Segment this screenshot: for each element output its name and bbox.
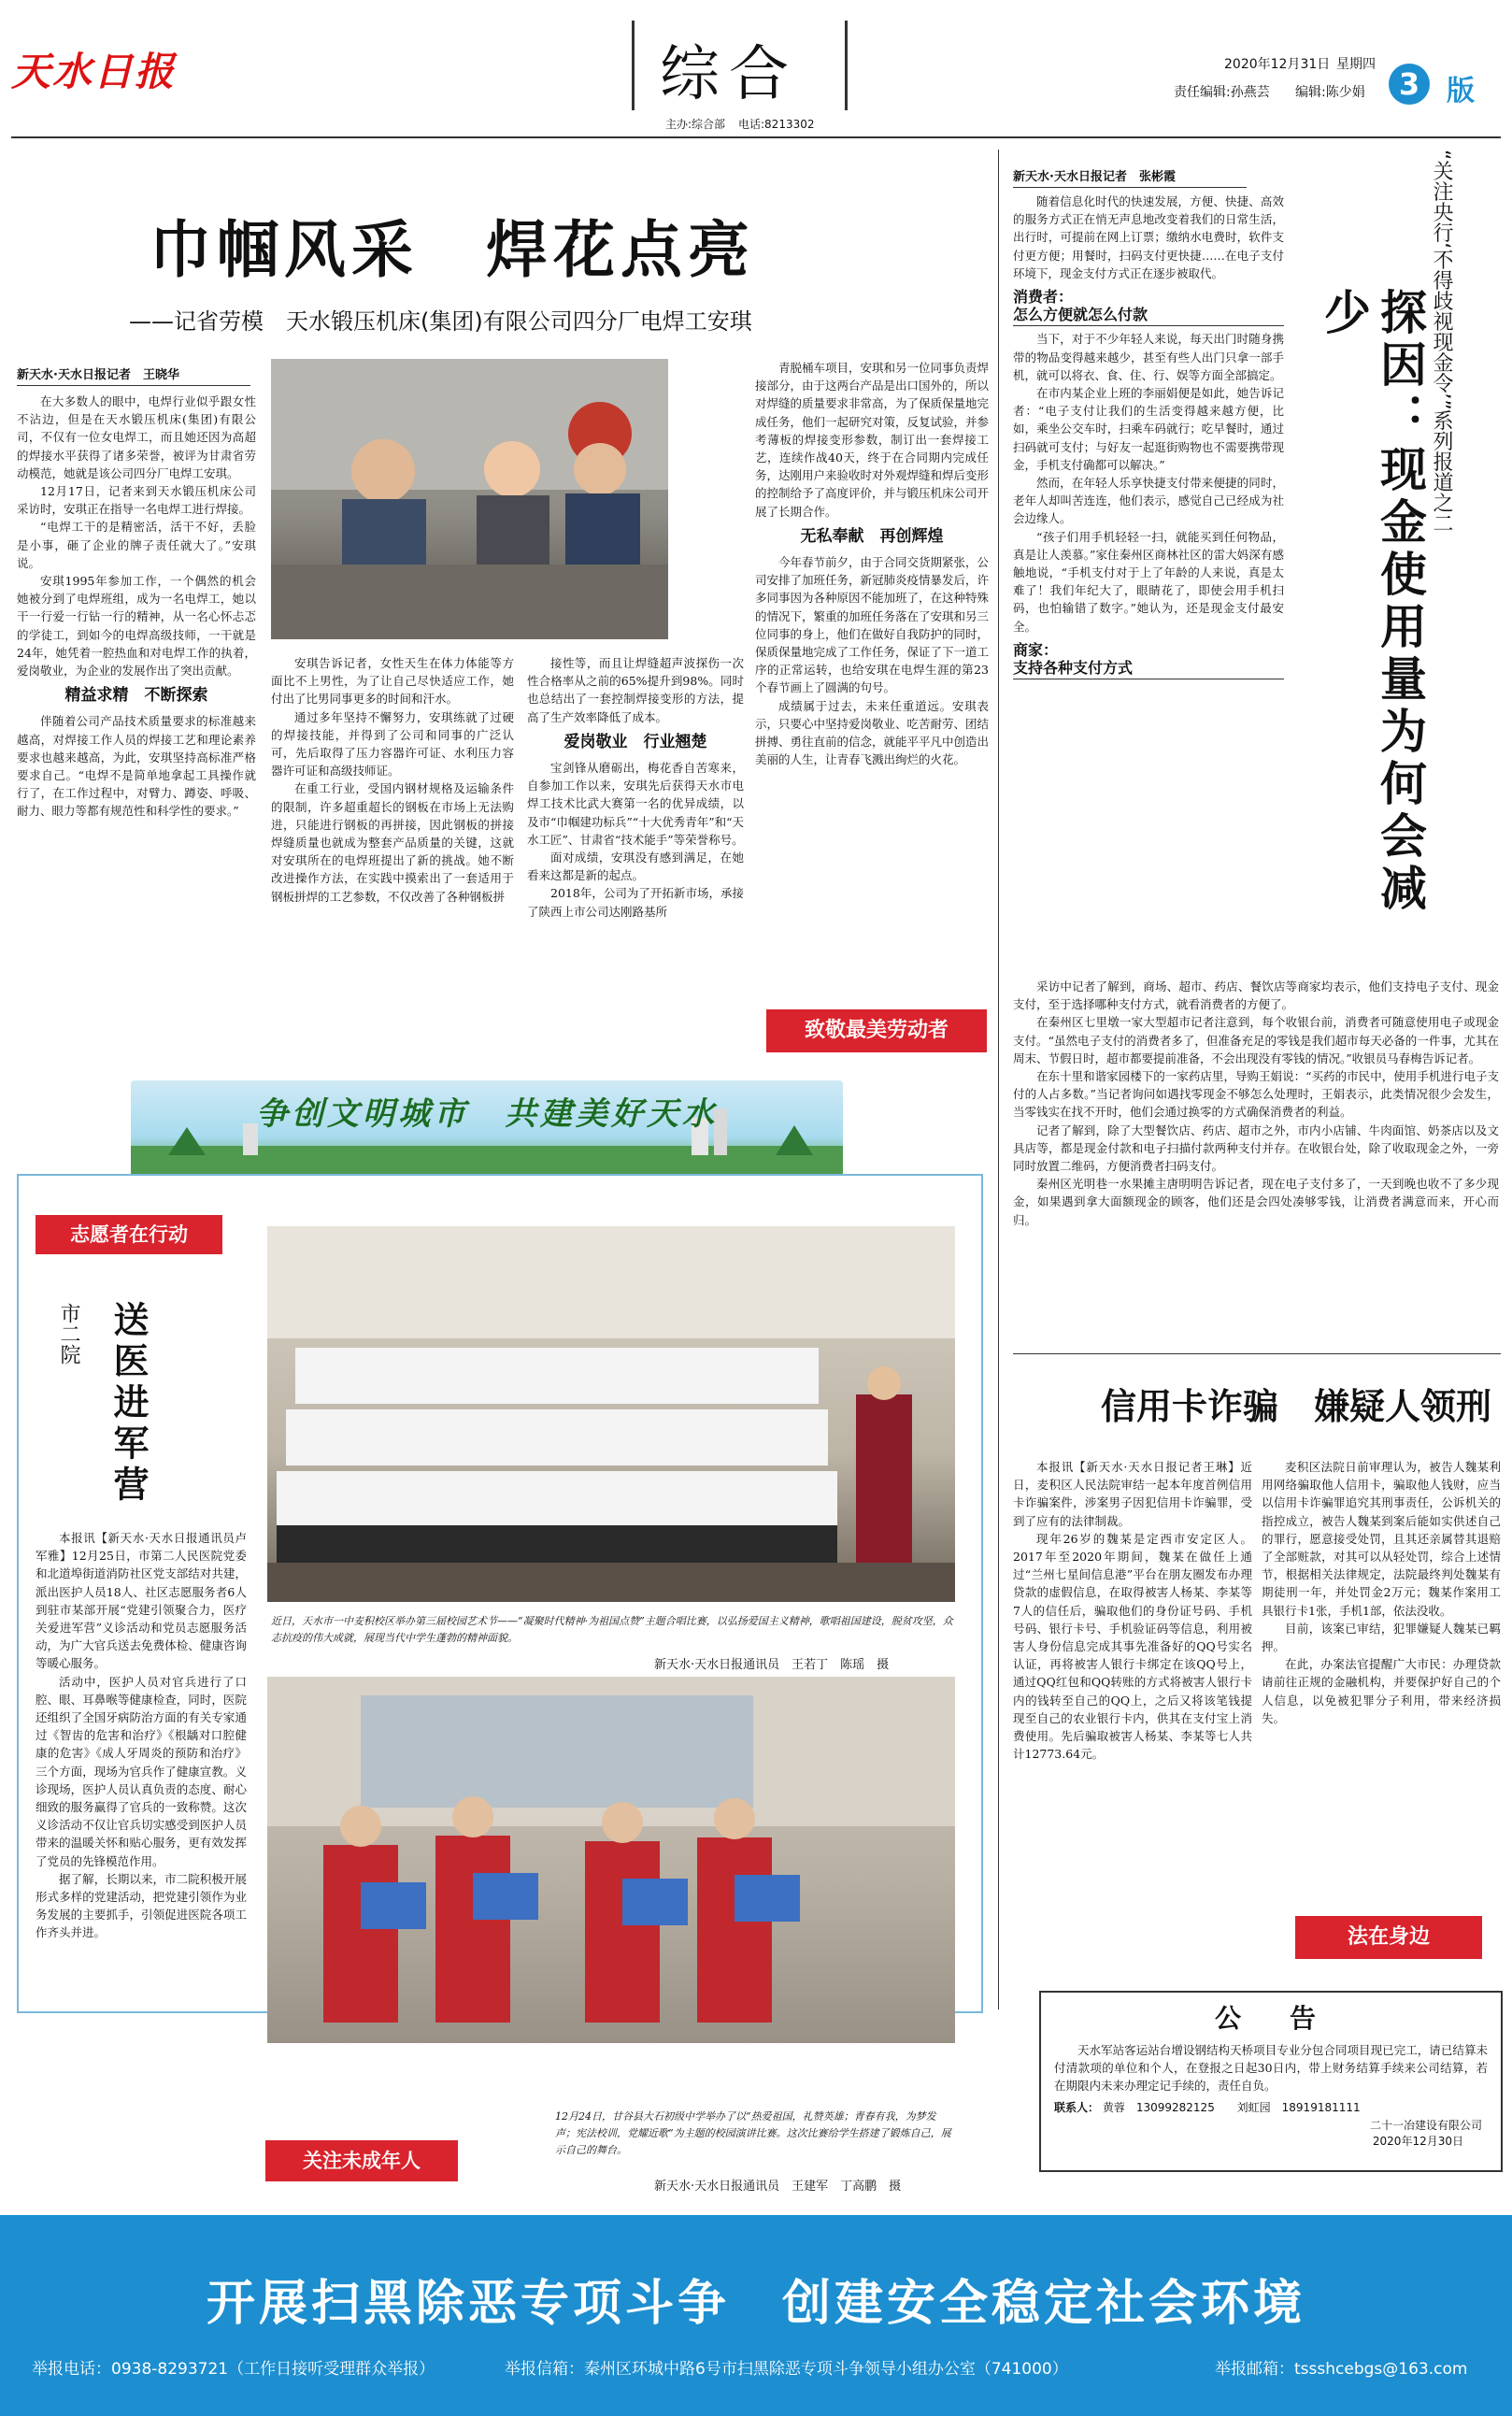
footer-email: 举报邮箱：tssshcebgs@163.com: [1215, 2360, 1468, 2379]
lead-col3-p1: 接性等，而且让焊缝超声波探伤一次性合格率从之前的65%提升到98%。同时也总结出了一套控制焊接变形的方法，提高了生产效率降低了成本。: [527, 656, 744, 724]
cash-subhead-1: [1013, 288, 1284, 326]
choir-illustration: [267, 1226, 955, 1602]
volunteer-title: 送医进军营: [107, 1301, 149, 1507]
weekday: 星期四: [1336, 57, 1376, 72]
lead-subhead-1: 精益求精 不断探索: [64, 686, 208, 706]
footer-letter: 举报信箱：秦州区环城中路6号市扫黑除恶专项斗争领导小组办公室（741000）: [505, 2360, 1068, 2379]
cash-title: 探因：现金使用量为何会减少: [1317, 288, 1427, 916]
fraud-col1-p1: 本报讯【新天水·天水日报记者王琳】近日，麦积区人民法院审结一起本年度首例信用卡诈骗案件，涉案男子因犯信用卡诈骗罪，受到了应有的法律制裁。: [1013, 1460, 1252, 1528]
issue-date: 2020年12月31日: [1224, 57, 1331, 72]
cash-body2-p4: 记者了解到，除了大型餐饮店、药店、超市之外，市内小店铺、牛肉面馆、奶茶店以及文具店等，都是现金付款和电子扫描付款两种支付并存。在收银台处，除了收取现金之外，一旁同时放置二维码，方便消费者扫码支付。: [1013, 1122, 1499, 1174]
fraud-col1: [1013, 1458, 1252, 1991]
notice-contact-2: 刘虹园 18919181111: [1236, 2100, 1361, 2114]
fraud-col1-p2: 现年26岁的魏某是定西市安定区人。2017年至2020年期间，魏某在做任上通过“兰州七星间信息港”平台在朋友圈发布办理贷款的虚假信息，在取得被害人杨某、李某等7人的信任后，骗取他们的身份证号码、手机号码、银行卡号、手机验证码等信息，利用被害人身份信息完成其事先准备好的QQ号实名认证，再将被害人银行卡绑定在该QQ号上，通过QQ红包和QQ转账的方式将被害人银行卡内的钱转至自己的QQ上，之后又将该笔钱提现至自己的农业银行卡内，供其在支付宝上消费使用。先后骗取被害人杨某、李某等七人共计12773.64元。: [1013, 1531, 1252, 1762]
volunteer-tag: 志愿者在行动: [36, 1215, 222, 1254]
cash-subhead-2-b: 支持各种支付方式: [1013, 659, 1284, 679]
fraud-col2-p1: 麦积区法院日前审理认为，被告人魏某利用网络骗取他人信用卡，骗取他人钱财，应当以信用卡诈骗罪追究其刑事责任，公诉机关的指控成立，被告人魏某到案后能如实供述自己的罪行，愿意接受处罚，且其还亲属替其退赔了全部赃款，对其可以从轻处罚，综合上述情节，根据相关法律规定，法院最终判处魏某有期徒刑一年，并处罚金2万元；魏某作案用工具银行卡1张，手机1部，依法没收。: [1262, 1460, 1501, 1618]
masthead-logo: [11, 37, 226, 94]
phone: 电话:8213302: [738, 118, 815, 131]
lead-col1: [17, 393, 256, 819]
notice-body: 天水军站客运站台增设钢结构天桥项目专业分包合同项目现已完工，请已结算未付清款项的单位和个人，在登报之日起30日内，带上财务结算手续来公司结算，若在期限内未来办理定记手续的，责任自负。: [1054, 2043, 1488, 2094]
page-label: 版: [1447, 75, 1475, 107]
section-title: 综合: [660, 40, 798, 109]
welders-illustration: [271, 359, 668, 639]
cash-intro: 随着信息化时代的快速发展，方便、快捷、高效的服务方式正在悄无声息地改变着我们的日常生活，出行时，可提前在网上订票；缴纳水电费时，软件支付更方便；用餐时，扫码支付更快捷……在电子支付环境下，现金支付方式正在逐步被取代。: [1013, 194, 1284, 280]
volunteer-p1: 本报讯【新天水·天水日报通讯员卢军雅】12月25日，市第二人民医院党委和北道埠街道消防社区党支部结对共建，派出医护人员18人、社区志愿服务者6人到驻市某部开展“党建引领聚合力，医疗关爱进军营”义诊活动和党员志愿服务活动，为广大官兵送去免费体检、健康咨询等暖心服务。: [36, 1531, 247, 1671]
notice-contact: [1054, 2099, 1488, 2115]
footer-phone: 举报电话：0938-8293721（工作日接听受理群众举报）: [32, 2360, 435, 2379]
notice-title: 公 告: [1214, 2003, 1327, 2034]
lead-col3b-p2: 面对成绩，安琪没有感到满足，在她看来这都是新的起点。: [527, 851, 744, 883]
cash-body2-p2: 在秦州区七里墩一家大型超市记者注意到，每个收银台前，消费者可随意使用电子或现金支付。“虽然电子支付的消费者多了，但准备充足的零钱是我们超市每天必备的一件事，尤其在周末、节假日时，超市都要提前准备，不会出现没有零钱的情况。”收银员马春梅告诉记者。: [1013, 1015, 1499, 1065]
cash-subhead-2: [1013, 641, 1284, 679]
lead-col3b-p1: 宝剑锋从磨砺出，梅花香自苦寒来，自参加工作以来，安琪先后获得天水市电焊工技术比武大赛第一名的优异成绩，以及市“巾帼建功标兵”“十大优秀青年”和“天水工匠”、甘肃省“技术能手”等荣誉称号。: [527, 761, 744, 847]
lead-tag: 致敬最美劳动者: [766, 1009, 987, 1052]
cash-body2-p5: 秦州区光明巷一水果摊主唐明明告诉记者，现在电子支付多了，一天到晚也收不了多少现金，如果遇到拿大面额现金的顾客，他们还是会四处凑够零钱，让消费者满意而来，开心而归。: [1013, 1177, 1499, 1227]
lead-col1-p3: “电焊工干的是精密活，活干不好，丢脸是小事，砸了企业的牌子责任就大了。”安琪说。: [17, 520, 256, 570]
cash-body1-p4: “孩子们用手机轻轻一扫，就能买到任何物品，真是让人羡慕。”家住秦州区商林社区的雷大妈深有感触地说，“手机支付对于上了年龄的人来说，真是太难了！我们年纪大了，眼睛花了，即使会用手机扫码，也怕输错了数字。”她认为，还是现金支付最安全。: [1013, 529, 1284, 634]
volunteer-p3: 据了解，长期以来，市二院积极开展形式多样的党建活动，把党建引领作为业务发展的主要抓手，引领促进医院各项工作齐头并进。: [36, 1871, 247, 1940]
lead-byline: 新天水·天水日报记者 王晓华: [17, 365, 250, 386]
lead-col1-p2: 12月17日，记者来到天水锻压机床公司采访时，安琪正在指导一名电焊工进行焊接。: [17, 484, 256, 517]
masthead-bottom-rule: [11, 136, 1501, 138]
lead-col2-p3: 在重工行业，受国内钢材规格及运输条件的限制，许多超重超长的钢板在市场上无法购进，只能进行钢板的再拼接，因此钢板的拼接焊缝质量也就成为整套产品质量的关键，这就对安琪所在的电焊班提出了新的挑战。她不断改进操作方法，在实践中摸索出了一套适用于钢板拼焊的工艺参数，不仅改善了各种钢板拼: [271, 781, 514, 904]
volunteer-p2: 活动中，医护人员对官兵进行了口腔、眼、耳鼻喉等健康检查，同时，医院还组织了全国牙病防治方面的有关专家通过《智齿的危害和治疗》《根龋对口腔健康的危害》《成人牙周炎的预防和治疗》三个方面，现场为官兵作了健康宣教。义诊现场，医护人员认真负责的态度、耐心细致的服务赢得了官兵的一致称赞。这次义诊活动不仅让官兵切实感受到医护人员带来的温暖关怀和贴心服务，更有效发挥了党员的先锋模范作用。: [36, 1674, 247, 1868]
lead-subtitle: ——记省劳模 天水锻压机床(集团)有限公司四分厂电焊工安琪: [129, 308, 752, 335]
lead-col3: [527, 654, 744, 1056]
lead-col2: [271, 654, 514, 1056]
cash-body1-p3: 然而，在年轻人乐享快捷支付带来便捷的同时，老年人却叫苦连连，他们表示，感觉自己已经成为社会边缘人。: [1013, 476, 1284, 526]
cash-byline: 新天水·天水日报记者 张彬霞: [1013, 166, 1247, 188]
volunteer-body: [36, 1529, 247, 1996]
lead-col1-p1: 在大多数人的眼中，电焊行业似乎跟女性不沾边，但是在天水锻压机床(集团)有限公司，不仅有一位女电焊工，而且她还因为高超的焊接水平获得了诸多荣誉，被评为甘肃省劳动模范，她就是该公司四分厂电焊工安琪。: [17, 394, 256, 480]
photo2-caption: 12月24日，甘谷县大石初级中学举办了以“热爱祖国，礼赞英雄；青春有我，为梦发声；宪法校训，党耀近歌”为主题的校园演讲比赛。这次比赛给学生搭建了锻炼自己，展示自己的舞台。: [555, 2110, 951, 2156]
fraud-col2: [1262, 1458, 1501, 1907]
lead-col1-continued: [17, 804, 256, 1056]
fraud-col2-p2: 目前，该案已审结，犯罪嫌疑人魏某已羁押。: [1262, 1621, 1501, 1654]
fraud-tag: 法在身边: [1295, 1916, 1482, 1959]
speech-illustration: [267, 1677, 955, 2043]
lead-subhead-2: 爱岗敬业 行业翘楚: [563, 732, 707, 751]
fraud-col2-p3: 在此，办案法官提醒广大市民：办理贷款请前往正规的金融机构，并要保护好自己的个人信息，以免被犯罪分子利用，带来经济损失。: [1262, 1657, 1501, 1725]
cash-subhead-1-b: 怎么方便就怎么付款: [1013, 306, 1284, 326]
notice-contact-label: 联系人：: [1054, 2100, 1100, 2114]
cash-body2-p3: 在东十里和谐家园楼下的一家药店里，导购王娟说：“买药的市民中，使用手机进行电子支付的人占多数。”当记者询问如遇找零现金不够怎么处理时，王娟表示，此类情况很少会发生，当零钱实在找不开时，他们会通过换零的方式确保消费者的利益。: [1013, 1069, 1499, 1120]
cash-subhead-2-a: 商家：: [1013, 640, 1059, 659]
notice-contact-1: 黄蓉 13099282125: [1102, 2100, 1215, 2114]
page-number: 3: [1398, 66, 1420, 102]
fraud-title: 信用卡诈骗 嫌疑人领刑: [1101, 1386, 1492, 1427]
notice-box: [1039, 1991, 1503, 2172]
lead-col1b-p1: 伴随着公司产品技术质量要求的标准越来越高，对焊接工作人员的焊接工艺和理论素养要求也越来越高，为此，安琪坚持高标准严格要求自己。“电焊不是简单地拿起工具操作就行了，在工作过程中，对臂力、蹲姿、呼吸、耐力、眼力等都有规范性和科学性的要求。”: [17, 714, 256, 819]
cash-subhead-1-a: 消费者：: [1013, 288, 1074, 307]
photo2-tag: 关注未成年人: [265, 2140, 458, 2181]
cash-body1-p2: 在市内某企业上班的李丽娟便是如此，她告诉记者：“电子支付让我们的生活变得越来越方便，比如，乘坐公交车时，扫乘车码就行；吃早餐时，通过扫码就可支付；与好友一起逛街购物也不需要携带现金，手机支付确都可以解决。”: [1013, 386, 1284, 472]
cash-col-left: [1013, 193, 1284, 923]
cash-series: “关注央行‘不得歧视现金令’”系列报道之二: [1430, 150, 1453, 534]
footer-slogan: 开展扫黑除恶专项斗争 创建安全稳定社会环境: [206, 2276, 1305, 2332]
photo1-caption: 近日，天水市一中麦积校区举办第三届校园艺术节——“凝聚时代精神·为祖国点赞”主题合唱比赛，以弘扬爱国主义精神，歌唱祖国建设，脱贫攻坚，众志抗疫的伟大成就，展现当代中学生蓬勃的精神面貌。: [271, 1615, 953, 1644]
paper-name: 天水日报: [11, 49, 177, 94]
lead-subhead-3: 无私奉献 再创辉煌: [800, 526, 944, 546]
cash-bottom-rule: [1013, 1353, 1501, 1354]
civic-banner: [131, 1080, 843, 1174]
masthead-divider-right: [845, 21, 848, 110]
lead-col2-p2: 通过多年坚持不懈努力，安琪练就了过硬的焊接技能，并得到了公司和同事的广泛认可，先后取得了压力容器许可证、水利压力容器许可证和高级技师证。: [271, 709, 514, 779]
welders-photo: [271, 359, 668, 639]
cash-body2: [1013, 978, 1499, 1342]
lead-col3b-p3: 2018年，公司为了开拓新市场，承接了陕西上市公司达刚路基所: [527, 886, 744, 919]
photo1-credit: 新天水·天水日报通讯员 王若丁 陈瑶 摄: [654, 1658, 890, 1672]
editor: 责任编辑:孙燕芸: [1174, 85, 1270, 100]
lead-col4-p1: 青脱桶车项目，安琪和另一位同事负责焊接部分，由于这两台产品是出口国外的，所以对焊缝的质量要求非常高，为了保质保量地完成任务，他们一起研究对策，反复试验，并参考薄板的焊接变形参数，制订出一套焊接工艺，连续作战40天，终于在合同期内完成任务，达刚用户来验收时对外观焊缝和焊后变形的控制给予了高度评价，并与锻压机床公司开展了长期合作。: [755, 361, 990, 519]
cash-body2-p1: 采访中记者了解到，商场、超市、药店、餐饮店等商家均表示，他们支持电子支付、现金支付，至于选择哪种支付方式，就看消费者的方便了。: [1013, 979, 1499, 1012]
lead-col4b-p1: 今年春节前夕，由于合同交货期紧张，公司安排了加班任务，新冠肺炎疫情暴发后，许多同事因为各种原因不能加班了，在这种特殊的情况下，繁重的加班任务落在了安琪和另三位同事的身上，他们在做好自我防护的同时，保质保量地完成了工作任务，保证了下一道工序的正常运转，也给安琪在电焊生涯的第23个春节画上了圆满的句号。: [755, 555, 990, 695]
volunteer-org: 市二院: [57, 1303, 80, 1365]
left-right-divider: [998, 150, 999, 2009]
lead-col4b-p2: 成绩属于过去，未来任重道远。安琪表示，只要心中坚持爱岗敬业、吃苦耐劳、团结拼搏、勇往直前的信念，就能平平凡中创造出美丽的人生，让青春飞溅出绚烂的火花。: [755, 698, 990, 767]
speech-photo: [267, 1677, 955, 2043]
masthead-divider-left: [632, 21, 635, 110]
layout-editor: 编辑:陈少娟: [1295, 85, 1365, 100]
banner-slogan: 争创文明城市 共建美好天水: [256, 1095, 718, 1133]
page-number-badge: [1389, 64, 1430, 105]
notice-date: 2020年12月30日: [1372, 2134, 1463, 2148]
photo2-credit: 新天水·天水日报通讯员 王建军 丁高鹏 摄: [654, 2180, 902, 2194]
notice-company: 二十一冶建设有限公司: [1369, 2118, 1482, 2132]
lead-col1-p4: 安琪1995年参加工作，一个偶然的机会她被分到了电焊班组，成为一名电焊工，她以干一行爱一行钻一行的精神，从一名心怀忐忑的学徒工，到如今的电焊高级技师，一干就是24年，她凭着一腔热血和对电焊工作的执着，爱岗敬业，为企业的发展作出了突出贡献。: [17, 574, 256, 679]
cash-body1-p1: 当下，对于不少年轻人来说，每天出门时随身携带的物品变得越来越少，甚至有些人出门只拿一部手机，就可以将衣、食、住、行、娱等方面全部搞定。: [1013, 332, 1284, 382]
lead-col4: [755, 359, 989, 1004]
footer-band: [0, 2215, 1512, 2416]
lead-title: 巾帼风采 焊花点亮: [150, 214, 755, 286]
sponsor: 主办:综合部: [665, 118, 726, 131]
lead-col2-p1: 安琪告诉记者，女性天生在体力体能等方面比不上男性，为了让自己尽快适应工作，她付出了比男同事更多的时间和汗水。: [271, 656, 514, 707]
choir-photo: [267, 1226, 955, 1602]
